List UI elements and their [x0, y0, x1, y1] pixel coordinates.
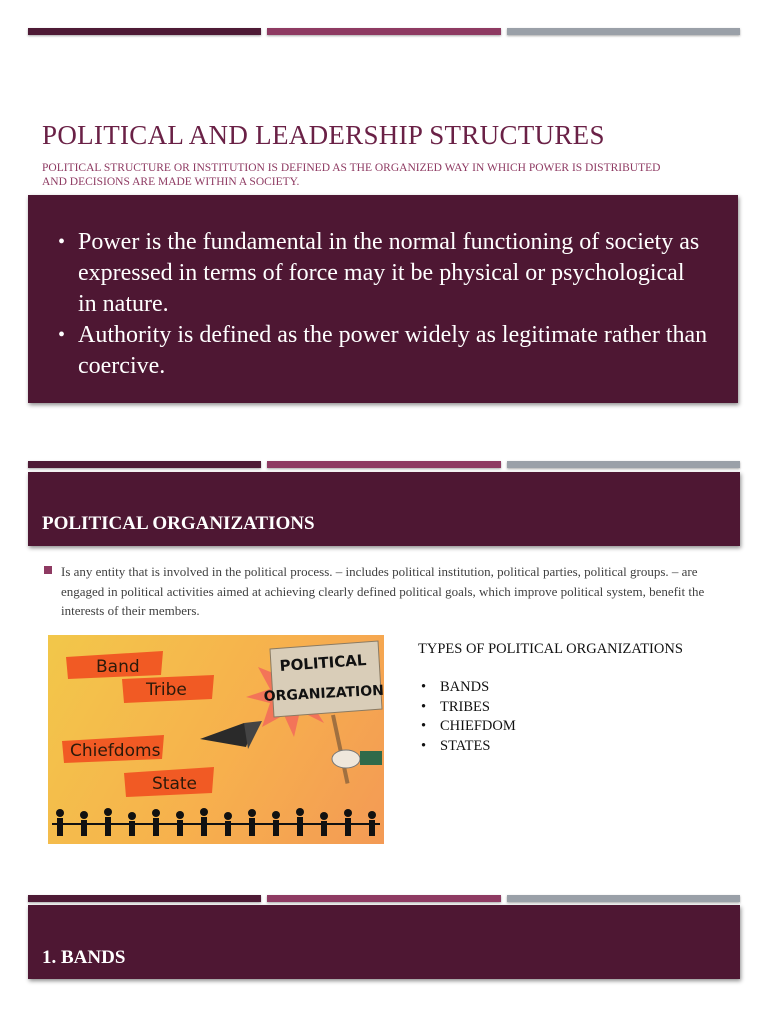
section-header-bar [28, 905, 740, 979]
type-item: • STATES [418, 737, 683, 757]
slide1-accent-bars [28, 28, 740, 35]
bullet-item: • Authority is defined as the power widely as legitimate rather than coercive. [58, 320, 708, 382]
hand-holding-sign-icon [332, 750, 360, 768]
section-heading: 1. BANDS [42, 947, 126, 968]
type-item: • BANDS [418, 678, 683, 698]
bullet-item: • Power is the fundamental in the normal functioning of society as expressed in terms of force may it be physical or psychological in nature. [58, 227, 708, 320]
accent-bar-gray [507, 28, 740, 35]
bullet-list [28, 195, 738, 382]
banner-state-label: State [152, 774, 197, 794]
people-chain-icon [52, 808, 380, 836]
megaphone-icon [200, 723, 252, 747]
type-item: • CHIEFDOM [418, 717, 683, 737]
types-heading: TYPES OF POLITICAL ORGANIZATIONS [418, 641, 683, 657]
bullet-paragraph [44, 562, 724, 621]
slide-title: POLITICAL AND LEADERSHIP STRUCTURES [42, 120, 605, 150]
illustration-svg [48, 635, 384, 844]
section-header-bar [28, 472, 740, 546]
accent-bar-dark [28, 28, 261, 35]
types-list [418, 678, 683, 756]
political-organization-illustration [48, 635, 384, 844]
accent-bar-mid [267, 28, 500, 35]
content-box [28, 195, 738, 403]
sign-text-line2: ORGANIZATION [263, 682, 384, 705]
banner-band-label: Band [96, 657, 140, 677]
banner-tribe-label: Tribe [146, 680, 187, 700]
paragraph-text: Is any entity that is involved in the political process. – includes political institution, political parties, political groups. – are engaged in political activities aimed at achieving clearly defined political goals, which improve political system, benefit the interests of their members. [61, 564, 705, 618]
section-heading: POLITICAL ORGANIZATIONS [42, 513, 315, 534]
type-item: • TRIBES [418, 698, 683, 718]
banner-chiefdoms-label: Chiefdoms [70, 741, 161, 761]
accent-bar-gray [507, 461, 740, 468]
accent-bar-gray [507, 895, 740, 902]
sign-text-line1: POLITICAL [279, 650, 367, 675]
types-section [418, 640, 683, 756]
slide-subtitle: POLITICAL STRUCTURE OR INSTITUTION IS DEFINED AS THE ORGANIZED WAY IN WHICH POWER IS DISTRIBUTED AND DECISIONS ARE MADE WITHIN A SOCIETY. [42, 162, 661, 188]
accent-bar-mid [267, 895, 500, 902]
square-bullet-icon [44, 566, 52, 574]
slide3-accent-bars [28, 895, 740, 902]
accent-bar-mid [267, 461, 500, 468]
accent-bar-dark [28, 895, 261, 902]
slide2-accent-bars [28, 461, 740, 468]
accent-bar-dark [28, 461, 261, 468]
